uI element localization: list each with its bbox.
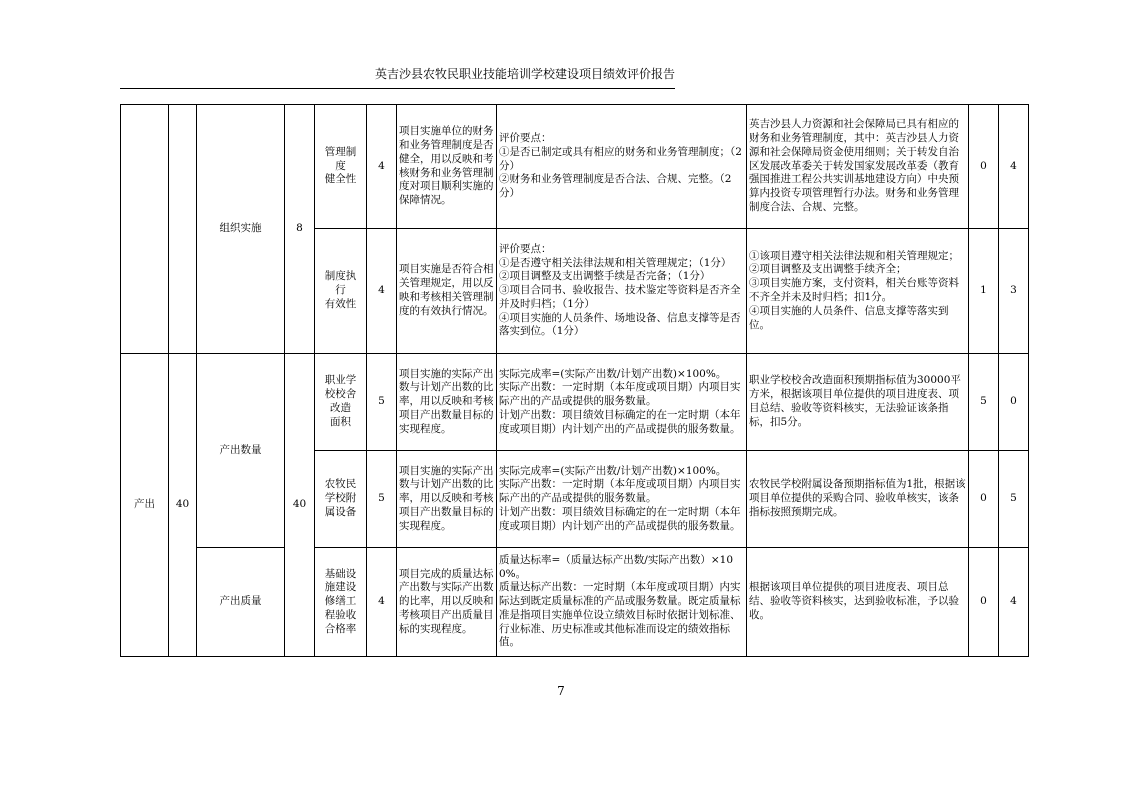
indicator-line: 属设备: [324, 505, 357, 518]
score-cell: 0: [999, 354, 1029, 451]
level2-name-cell: 组织实施: [197, 105, 285, 354]
evaluation-table: [120, 104, 1029, 657]
criteria-line: ④项目实施的人员条件、场地设备、信息支撑等是否落实到位。（1分）: [499, 311, 741, 338]
explanation-cell: 项目完成的质量达标产出数与实际产出数的比率，用以反映和考核项目产出质量目标的实现程度。: [397, 548, 497, 657]
criteria-line: 质量达标产出数：一定时期（本年度或项目期）内实际达到既定质量标准的产品或服务数量。既定质量标准是指项目实施单位设立绩效目标时依据计划标准、行业标准、历史标准或其他标准而设定的绩效指标值。: [499, 581, 741, 649]
result-cell: [747, 105, 969, 229]
explanation-cell: 项目实施单位的财务和业务管理制度是否健全，用以反映和考核财务和业务管理制度对项目顺利实施的保障情况。: [397, 105, 497, 229]
header-rule: [120, 88, 675, 89]
indicator-line: 面积: [330, 415, 351, 428]
explanation-cell: 项目实施的实际产出数与计划产出数的比率，用以反映和考核项目产出数量目标的实现程度。: [397, 451, 497, 548]
indicator-line: 合格率: [324, 622, 357, 635]
weight-cell: 5: [367, 451, 397, 548]
criteria-line: 评价要点：: [499, 132, 552, 144]
criteria-line: ②项目调整及支出调整手续是否完备；（1分）: [499, 270, 711, 283]
level1-cell-empty: [121, 105, 169, 354]
criteria-line: 实际完成率=(实际产出数/计划产出数)×100%。: [499, 367, 727, 380]
result-line: 英吉沙县人力资源和社会保障局已具有相应的财务和业务管理制度，其中：英吉沙县人力资源和社会保障局资金使用细则；关于转发自治区发展改革委关于转发国家发展改革委（教育强国推进工程公共实训基地建设方向）中央预算内投资专项管理暂行办法。财务和业务管理制度合法、合规、完整。: [749, 118, 959, 213]
criteria-line: ①是否遵守相关法律法规和相关管理规定；（1分）: [499, 256, 732, 269]
table-row: [121, 105, 1029, 229]
indicator-line: 行: [335, 284, 346, 297]
weight-cell: 4: [367, 229, 397, 354]
result-cell: [747, 354, 969, 451]
table-row: [121, 548, 1029, 657]
criteria-line: ②财务和业务管理制度是否合法、合规、完整。（2分）: [499, 173, 732, 200]
indicator-line: 基础设: [324, 567, 357, 580]
criteria-line: 计划产出数：项目绩效目标确定的在一定时期（本年度或项目期）内计划产出的产品或提供的服务数量。: [499, 408, 741, 435]
indicator-line: 农牧民: [324, 478, 357, 491]
weight-cell: 4: [367, 548, 397, 657]
indicator-line: 管理制: [324, 145, 357, 158]
indicator-cell: [315, 354, 367, 451]
criteria-cell: [497, 451, 747, 548]
deduction-cell: 0: [969, 451, 999, 548]
report-header-title: 英吉沙县农牧民职业技能培训学校建设项目绩效评价报告: [374, 67, 675, 81]
indicator-line: 修缮工: [324, 595, 357, 608]
score-cell: 4: [999, 105, 1029, 229]
result-cell: [747, 451, 969, 548]
criteria-line: ③项目合同书、验收报告、技术鉴定等资料是否齐全并及时归档；（1分）: [499, 284, 741, 310]
criteria-cell: [497, 548, 747, 657]
criteria-line: 实际完成率=(实际产出数/计划产出数)×100%。: [499, 464, 727, 477]
indicator-line: 学校附: [324, 492, 357, 505]
explanation-cell: 项目实施是否符合相关管理规定，用以反映和考核相关管理制度的有效执行情况。: [397, 229, 497, 354]
table-row: [121, 354, 1029, 451]
deduction-cell: 5: [969, 354, 999, 451]
page-number: 7: [557, 684, 565, 698]
level1-name-cell: 产出: [121, 354, 169, 657]
result-line: ①该项目遵守相关法律法规和相关管理规定；: [749, 249, 959, 262]
indicator-line: 施建设: [324, 581, 357, 594]
result-line: ④项目实施的人员条件、信息支撑等落实到位。: [749, 304, 949, 331]
indicator-line: 制度执: [324, 270, 357, 283]
result-line: 职业学校校舍改造面积预期指标值为30000平方米，根据该项目单位提供的项目进度表、项目总结、验收等资料核实，无法验证该条指标，扣5分。: [749, 374, 961, 428]
score-cell: 3: [999, 229, 1029, 354]
criteria-cell: [497, 229, 747, 354]
level2-score-cell: 8: [285, 105, 315, 354]
result-cell: [747, 229, 969, 354]
criteria-cell: [497, 105, 747, 229]
criteria-line: 计划产出数：项目绩效目标确定的在一定时期（本年度或项目期）内计划产出的产品或提供的服务数量。: [499, 505, 741, 532]
indicator-line: 校校舍: [324, 388, 357, 401]
criteria-line: 实际产出数：一定时期（本年度或项目期）内项目实际产出的产品或提供的服务数量。: [499, 478, 741, 505]
deduction-cell: 0: [969, 548, 999, 657]
indicator-cell: [315, 451, 367, 548]
deduction-cell: 0: [969, 105, 999, 229]
deduction-cell: 1: [969, 229, 999, 354]
level1-score-cell: 40: [169, 354, 197, 657]
criteria-line: 评价要点：: [499, 242, 552, 255]
indicator-cell: [315, 548, 367, 657]
indicator-line: 改造: [330, 402, 351, 414]
criteria-cell: [497, 354, 747, 451]
score-cell: 4: [999, 548, 1029, 657]
level2-score-cell: 40: [285, 354, 315, 657]
indicator-line: 有效性: [324, 297, 357, 310]
indicator-cell: [315, 105, 367, 229]
score-cell: 5: [999, 451, 1029, 548]
weight-cell: 4: [367, 105, 397, 229]
indicator-line: 职业学: [324, 374, 357, 387]
indicator-cell: [315, 229, 367, 354]
indicator-line: 健全性: [324, 173, 357, 186]
result-line: 根据该项目单位提供的项目进度表、项目总结、验收等资料核实，达到验收标准，予以验收。: [749, 581, 959, 621]
criteria-line: 实际产出数：一定时期（本年度或项目期）内项目实际产出的产品或提供的服务数量。: [499, 381, 741, 408]
level2-name-cell: 产出质量: [197, 548, 285, 657]
level1-score-cell-empty: [169, 105, 197, 354]
result-cell: [747, 548, 969, 657]
criteria-line: 质量达标率=（质量达标产出数/实际产出数）×100%。: [499, 553, 733, 580]
result-line: 农牧民学校附属设备预期指标值为1批，根据该项目单位提供的采购合同、验收单核实，该条指标按照预期完成。: [749, 478, 966, 518]
level2-name-cell: 产出数量: [197, 354, 285, 548]
result-line: ②项目调整及支出调整手续齐全；: [749, 263, 907, 276]
weight-cell: 5: [367, 354, 397, 451]
criteria-line: ①是否已制定或具有相应的财务和业务管理制度；（2分）: [499, 145, 742, 172]
explanation-cell: 项目实施的实际产出数与计划产出数的比率，用以反映和考核项目产出数量目标的实现程度。: [397, 354, 497, 451]
result-line: ③项目实施方案，支付资料，相关台账等资料不齐全并未及时归档；扣1分。: [749, 277, 959, 303]
indicator-line: 度: [335, 159, 346, 172]
indicator-line: 程验收: [324, 608, 357, 621]
